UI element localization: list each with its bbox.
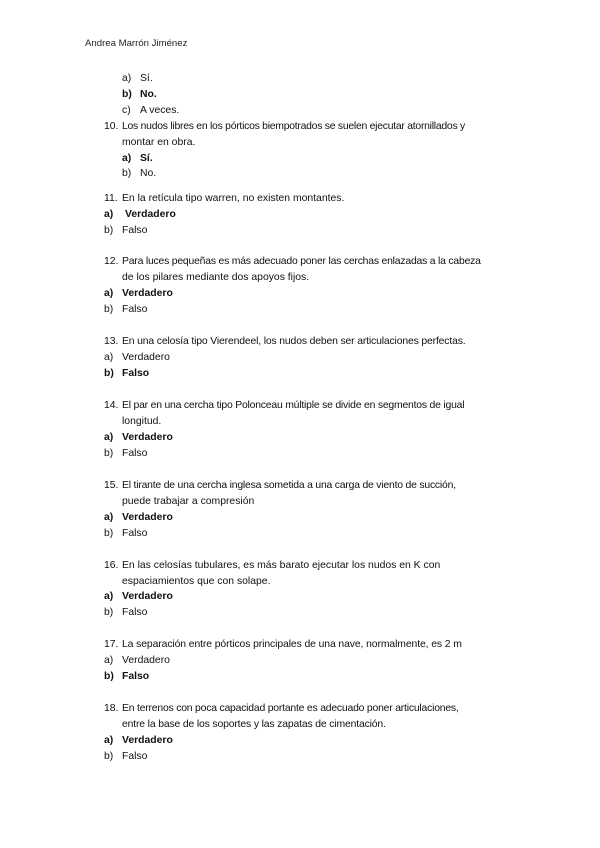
- q14-text-line-1: El par en una cercha tipo Polonceau múltiple se divide en segmentos de igual: [122, 400, 465, 411]
- option-text: Verdadero: [122, 591, 173, 602]
- q12-text-line-2: de los pilares mediante dos apoyos fijos.: [122, 272, 310, 283]
- q16-number: 16.: [104, 560, 119, 571]
- option-letter: b): [104, 225, 114, 236]
- option-letter: b): [104, 671, 114, 682]
- option-text: Verdadero: [122, 432, 173, 443]
- q17-number: 17.: [104, 639, 119, 650]
- option-letter: a): [122, 73, 132, 84]
- q17-text: La separación entre pórticos principales de una nave, normalmente, es 2 m: [122, 639, 462, 650]
- q10-text-line-2: montar en obra.: [122, 137, 196, 148]
- q14-text-line-2: longitud.: [122, 416, 162, 427]
- option-text: Falso: [122, 607, 148, 618]
- q18-text-line-1: En terrenos con poca capacidad portante es adecuado poner articulaciones,: [122, 703, 459, 714]
- q13-option-b: [104, 367, 149, 381]
- option-text: Sí.: [140, 153, 153, 164]
- option-letter: a): [104, 209, 114, 220]
- option-text: Verdadero: [122, 352, 170, 363]
- option-text: Falso: [122, 671, 150, 682]
- q18-option-b: [104, 750, 147, 764]
- option-text: Verdadero: [125, 209, 176, 220]
- option-letter: b): [104, 528, 114, 539]
- option-letter: b): [122, 89, 132, 100]
- option-text: Falso: [122, 368, 150, 379]
- option-letter: a): [104, 432, 114, 443]
- q13-text: En una celosía tipo Vierendeel, los nudos deben ser articulaciones perfectas.: [122, 336, 466, 347]
- option-text: Verdadero: [122, 735, 173, 746]
- q16-text-line-1: En las celosías tubulares, es más barato ejecutar los nudos en K con: [122, 560, 441, 571]
- q13-number: 13.: [104, 336, 119, 347]
- option-text: Falso: [122, 225, 148, 236]
- option-text: Verdadero: [122, 288, 173, 299]
- q17-option-a: [104, 654, 170, 668]
- q12-option-b: [104, 303, 147, 317]
- option-text: No.: [140, 89, 157, 100]
- q9-option-a: [122, 72, 153, 86]
- q14-option-b: [104, 447, 147, 461]
- q18-text-line-2: entre la base de los soportes y las zapatas de cimentación.: [122, 719, 386, 730]
- q16-text-line-2: espaciamientos que con solape.: [122, 576, 271, 587]
- option-text: Falso: [122, 304, 148, 315]
- option-letter: b): [104, 751, 114, 762]
- option-letter: b): [104, 304, 114, 315]
- option-letter: c): [122, 105, 131, 116]
- q9-option-b: [122, 88, 157, 102]
- q14-option-a: [104, 431, 173, 445]
- author-header: Andrea Marrón Jiménez: [85, 38, 188, 49]
- q11-text: En la retícula tipo warren, no existen montantes.: [122, 193, 345, 204]
- q18-number: 18.: [104, 703, 119, 714]
- q16-option-a: [104, 590, 173, 604]
- option-letter: a): [104, 288, 114, 299]
- q10-option-a: [122, 152, 153, 166]
- option-letter: a): [104, 735, 114, 746]
- q17-option-b: [104, 670, 149, 684]
- option-text: Sí.: [140, 73, 153, 84]
- q11-option-b: [104, 224, 147, 238]
- q16-option-b: [104, 606, 147, 620]
- q18-option-a: [104, 734, 173, 748]
- option-letter: b): [104, 368, 114, 379]
- option-text: Falso: [122, 528, 148, 539]
- q15-number: 15.: [104, 480, 119, 491]
- option-text: Falso: [122, 751, 148, 762]
- option-letter: a): [104, 512, 114, 523]
- option-text: Verdadero: [122, 512, 173, 523]
- q15-option-a: [104, 511, 173, 525]
- q15-text-line-1: El tirante de una cercha inglesa sometida a una carga de viento de succión,: [122, 480, 456, 491]
- q10-number: 10.: [104, 121, 119, 132]
- q12-number: 12.: [104, 256, 119, 267]
- q15-text-line-2: puede trabajar a compresión: [122, 496, 255, 507]
- option-letter: a): [104, 352, 114, 363]
- q11-number: 11.: [104, 193, 118, 204]
- q10-option-b: [122, 167, 156, 181]
- q10-text-line-1: Los nudos libres en los pórticos biempotrados se suelen ejecutar atornillados y: [122, 121, 465, 132]
- option-text: A veces.: [140, 105, 180, 116]
- option-letter: b): [104, 607, 114, 618]
- q13-option-a: [104, 351, 170, 365]
- option-text: No.: [140, 168, 157, 179]
- option-letter: b): [104, 448, 114, 459]
- option-text: Falso: [122, 448, 148, 459]
- q11-option-a: [104, 208, 176, 222]
- option-letter: a): [104, 591, 114, 602]
- q12-option-a: [104, 287, 173, 301]
- option-letter: a): [122, 153, 132, 164]
- q15-option-b: [104, 527, 147, 541]
- q12-text-line-1: Para luces pequeñas es más adecuado poner las cerchas enlazadas a la cabeza: [122, 256, 481, 267]
- q14-number: 14.: [104, 400, 119, 411]
- option-letter: a): [104, 655, 114, 666]
- q9-option-c: [122, 104, 179, 118]
- option-text: Verdadero: [122, 655, 170, 666]
- option-letter: b): [122, 168, 132, 179]
